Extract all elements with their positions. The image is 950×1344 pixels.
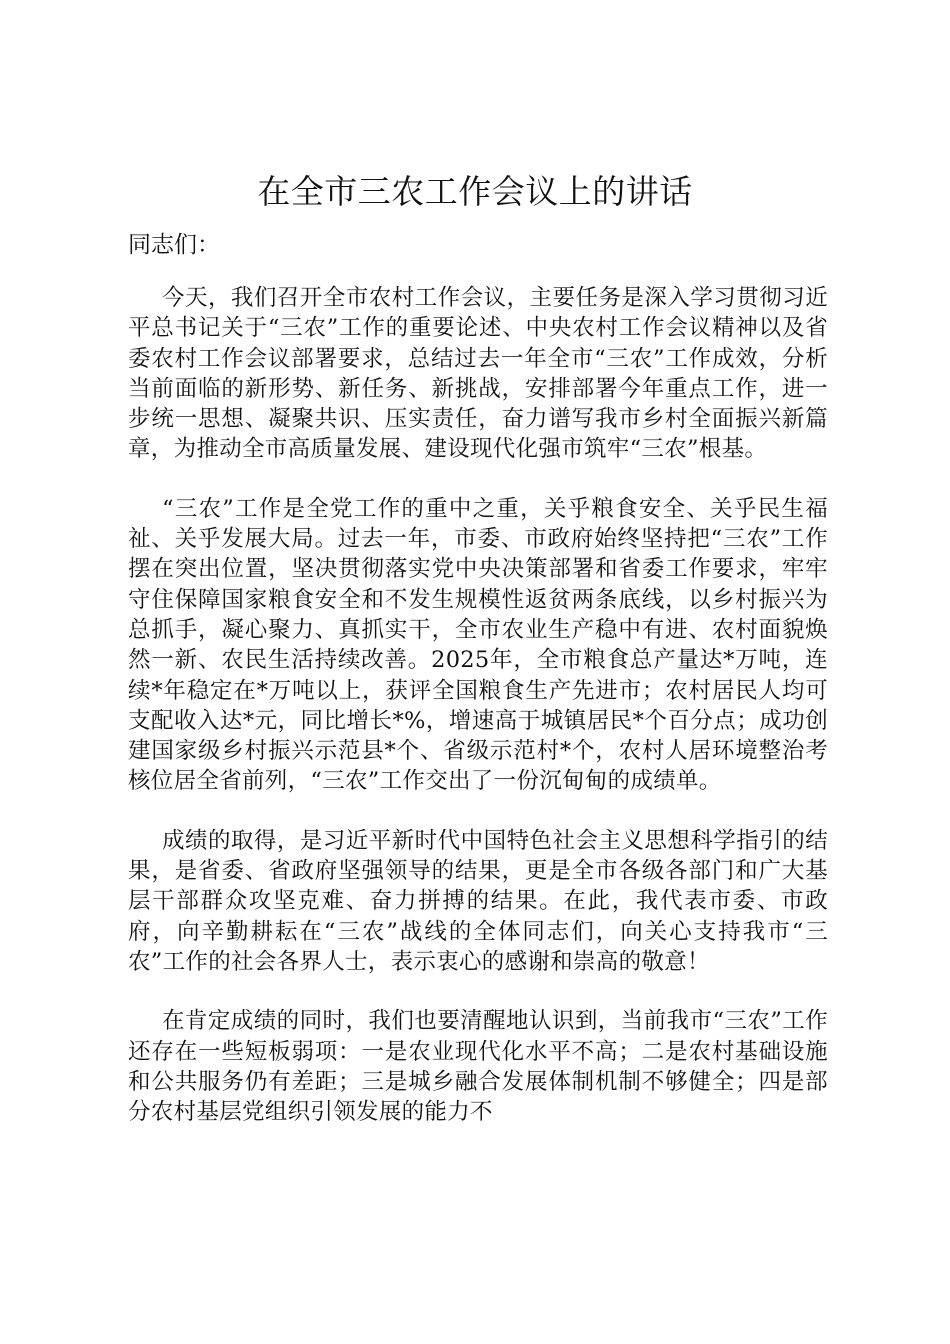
paragraph-1: 今天，我们召开全市农村工作会议，主要任务是深入学习贯彻习近平总书记关于“三农”工作的重要论述、中央农村工作会议精神以及省委农村工作会议部署要求，总结过去一年全市“三农”工作成效，分析当前面临的新形势、新任务、新挑战，安排部署今年重点工作，进一步统一思想、凝聚共识、压实责任，奋力谱写我市乡村全面振兴新篇章，为推动全市高质量发展、建设现代化强市筑牢“三农”根基。 xyxy=(128,285,828,463)
paragraph-3: 成绩的取得，是习近平新时代中国特色社会主义思想科学指引的结果，是省委、省政府坚强领导的结果，更是全市各级各部门和广大基层干部群众攻坚克难、奋力拼搏的结果。在此，我代表市委、市政府，向辛勤耕耘在“三农”战线的全体同志们，向关心支持我市“三农”工作的社会各界人士，表示衷心的感谢和崇高的敬意！ xyxy=(128,827,828,975)
document-body xyxy=(128,283,828,1156)
salutation: 同志们： xyxy=(128,232,220,258)
paragraph-4: 在肯定成绩的同时，我们也要清醒地认识到，当前我市“三农”工作还存在一些短板弱项：一是农业现代化水平不高；二是农村基础设施和公共服务仍有差距；三是城乡融合发展体制机制不够健全；四是部分农村基层党组织引领发展的能力不 xyxy=(128,1008,828,1126)
document-title: 在全市三农工作会议上的讲话 xyxy=(257,172,693,211)
paragraph-2: “三农”工作是全党工作的重中之重，关乎粮食安全、关乎民生福祉、关乎发展大局。过去一年，市委、市政府始终坚持把“三农”工作摆在突出位置，坚决贯彻落实党中央决策部署和省委工作要求，牢牢守住保障国家粮食安全和不发生规模性返贫两条底线，以乡村振兴为总抓手，凝心聚力、真抓实干，全市农业生产稳中有进、农村面貌焕然一新、农民生活持续改善。2025年，全市粮食总产量达*万吨，连续*年稳定在*万吨以上，获评全国粮食生产先进市；农村居民人均可支配收入达*元，同比增长*%，增速高于城镇居民*个百分点；成功创建国家级乡村振兴示范县*个、省级示范村*个，农村人居环境整治考核位居全省前列，“三农”工作交出了一份沉甸甸的成绩单。 xyxy=(128,495,828,795)
